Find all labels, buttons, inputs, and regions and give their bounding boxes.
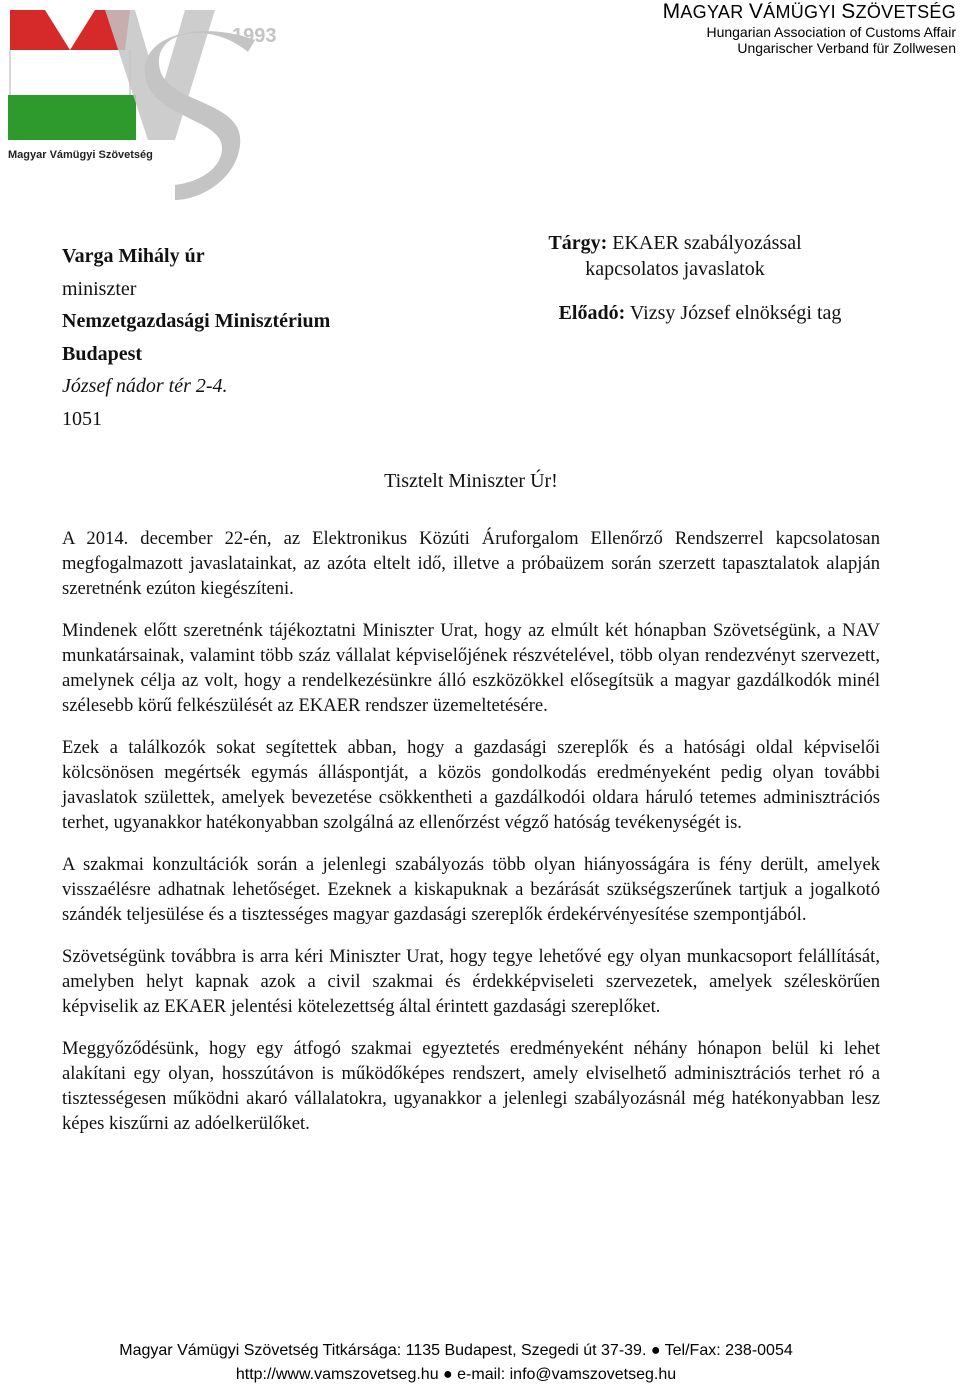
org-name-cap-3: S [841,0,856,23]
org-name-rest-1: AGYAR [680,2,749,22]
paragraph-1: A 2014. december 22-én, az Elektronikus Közúti Áruforgalom Ellenőrző Rendszerrel kapcsolatosan megfogalmazott javaslatainkat, az azóta eltelt idő, illetve a próbaüzem során szerzett tapasztalatok alapján szeretnénk ezúton kiegészíteni. [62,528,880,599]
paragraph-3: Ezek a találkozók sokat segítettek abban, hogy a gazdasági szereplők és a hatósági oldal képviselői kölcsönösen megértsék egymás álláspontját, a közös gondolkodás eredményeként pedig olyan további javaslatok születtek, amelyek bevezetése csökkentheti a gazdálkodói oldara háruló tetemes adminisztrációs terhet, ugyanakkor hatékonyabban szolgálná az ellenőrzést végző hatóság tevékenységét is. [62,737,880,833]
footer-address: Magyar Vámügyi Szövetség Titkársága: 1135 Budapest, Szegedi út 37-39. ● Tel/Fax: 238-0054 [119,1342,793,1359]
presenter-block [520,300,880,326]
recipient-name: Varga Mihály úr [62,245,205,267]
footer-contact: http://www.vamszovetseg.hu ● e-mail: info@vamszovetseg.hu [235,1366,677,1383]
subject-text-2: kapcsolatos javaslatok [585,258,765,280]
logo-caption: Magyar Vámügyi Szövetség [8,149,153,161]
org-name [663,0,956,24]
subject-line-1 [510,230,840,256]
presenter-label: Előadó: [558,302,626,324]
paragraph-6: Meggyőződésünk, hogy egy átfogó szakmai egyeztetés eredményeként néhány hónapon belül ki lehet alakítani egy olyan, hosszútávon is működőképes rendszert, amely elviselhető adminisztrációs terhet ró a tisztességesen működni akaró vállalatokra, ugyanakkor a jelenlegi szabályozásnál még hatékonyabban lesz képes kiszűrni az adóelkerülőket. [62,1038,880,1134]
paragraph-4: A szakmai konzultációk során a jelenlegi szabályozás több olyan hiányosságára is fény derült, amelyek visszaélésre adhatnak lehetőséget. Ezeknek a kiskapuknak a bezárását szükségszerűnek tartjuk a jogalkotó szándék teljesülése és a tisztességes magyar gazdasági szereplők érdekérvényesítése szempontjából. [62,854,880,925]
paragraph-2: Mindenek előtt szeretnénk tájékoztatni Miniszter Urat, hogy az elmúlt két hónapban Szövetségünk, a NAV munkatársainak, valamint több száz vállalat képviselőjének részvételével, több olyan rendezvényt szervezett, amelynek célja az volt, hogy a rendelkezésünkre álló eszközökkel elősegítsük a magyar gazdálkodók minél szélesebb körű felkészülését az EKAER rendszer üzemeltetésére. [62,620,880,716]
salutation: Tisztelt Miniszter Úr! [384,470,558,492]
org-name-cap-1: M [662,0,681,23]
subject-text-1: EKAER szabályozással [612,232,802,254]
org-name-rest-3: ZÖVETSÉG [855,2,956,22]
org-name-en: Hungarian Association of Customs Affair [706,24,956,40]
recipient-title: miniszter [62,277,137,300]
recipient-street: József nádor tér 2-4. [62,375,228,397]
subject-label: Tárgy: [548,232,608,254]
org-name-cap-2: V [748,0,764,23]
recipient-city: Budapest [62,342,143,365]
paragraph-5: Szövetségünk továbbra is arra kéri Miniszter Urat, hogy tegye lehetővé egy olyan munkacsoport felállítását, amelyben helyt kapnak azok a civil szakmai és érdekképviseleti szervezetek, amelyek széleskörűen képviselik az EKAER jelentési kötelezettség által érintett gazdasági szereplőket. [62,946,880,1017]
msz-logo [0,0,290,205]
org-header [663,0,956,56]
logo-m-green [8,95,136,140]
recipient-address [62,240,330,435]
logo-year: 1993 [232,25,277,47]
org-name-de: Ungarischer Verband für Zollwesen [737,40,956,56]
presenter-value: Vizsy József elnökségi tag [629,302,842,324]
recipient-ministry: Nemzetgazdasági Minisztérium [62,310,331,332]
letter-body [62,526,880,1153]
org-name-rest-2: ÁMÜGYI [763,2,842,22]
subject-block [510,230,840,282]
footer [0,1339,912,1387]
recipient-zip: 1051 [62,407,102,430]
logo-m-white [10,50,130,95]
